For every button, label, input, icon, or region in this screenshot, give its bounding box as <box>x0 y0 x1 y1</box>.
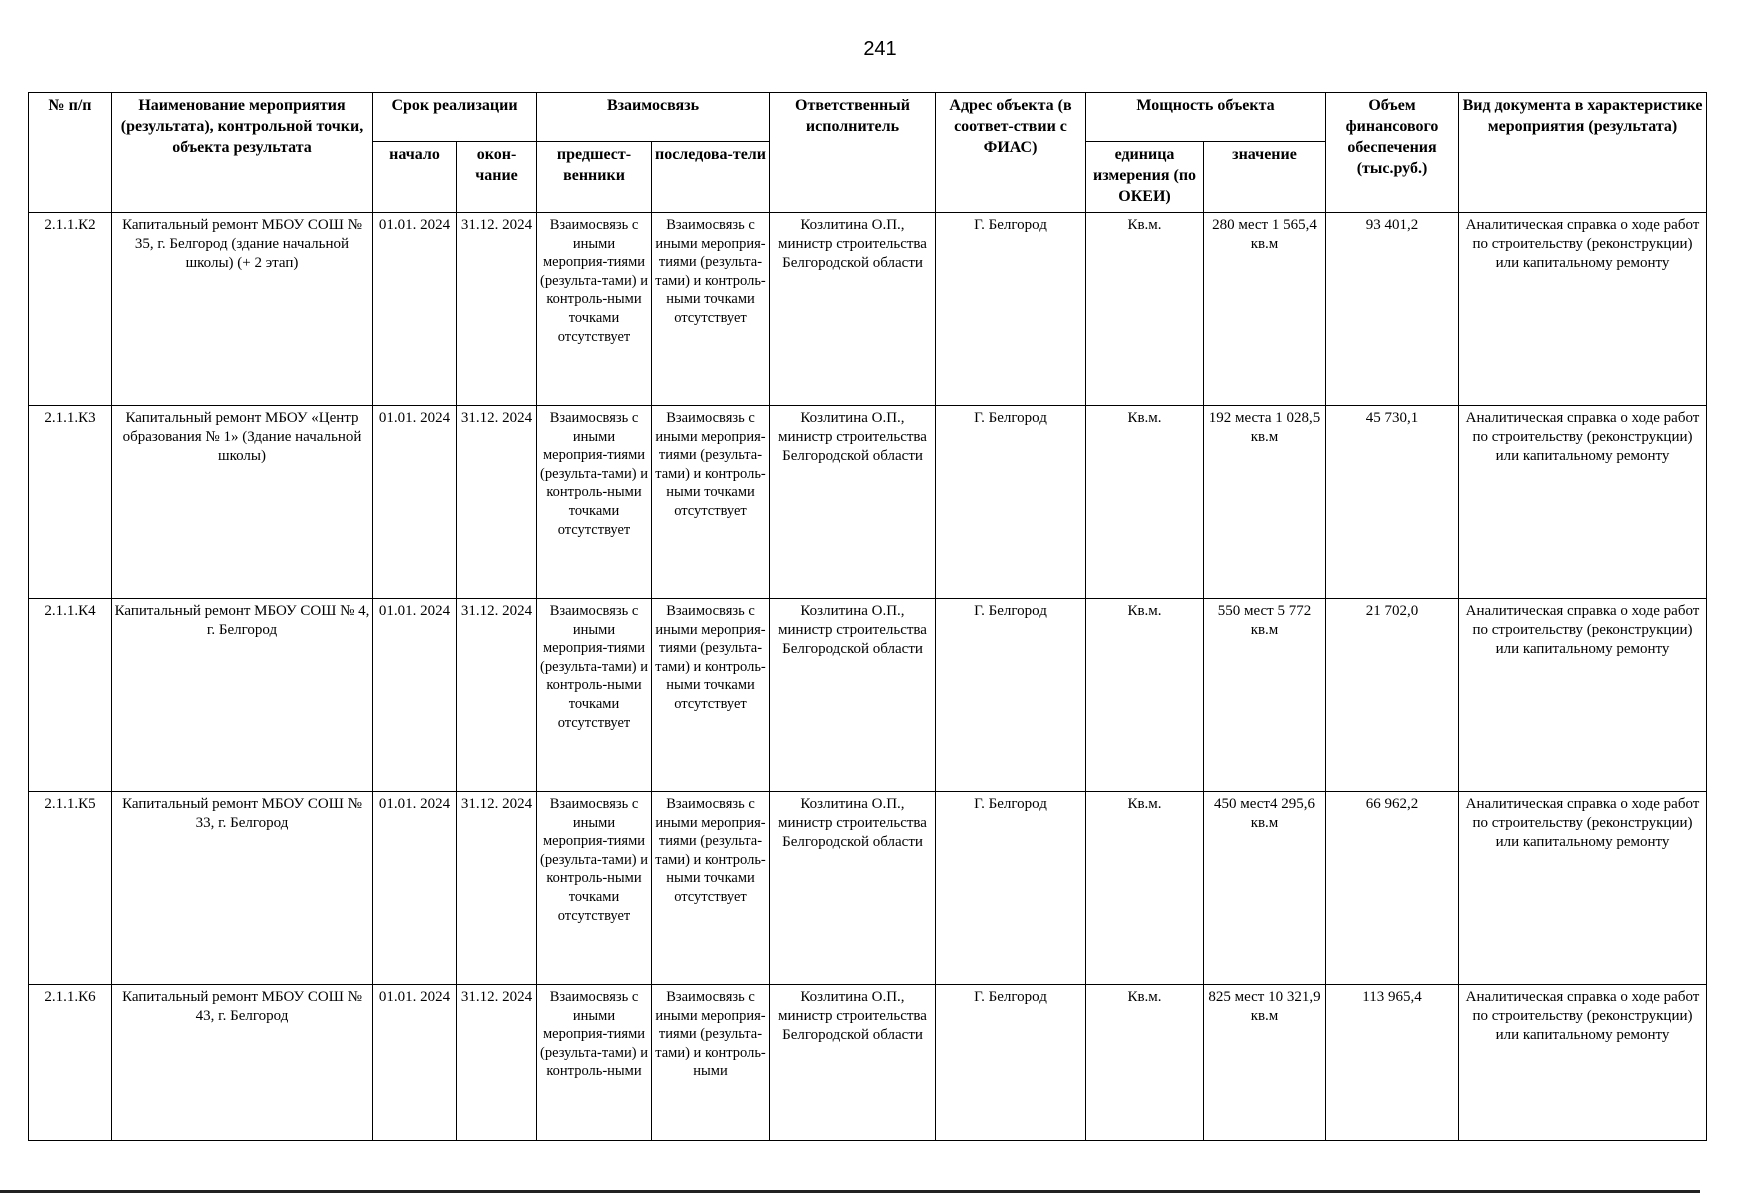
header-address: Адрес объекта (в соответ-ствии с ФИАС) <box>936 93 1086 213</box>
row-end: 31.12. 2024 <box>457 599 537 792</box>
row-address: Г. Белгород <box>936 792 1086 985</box>
table-row <box>29 406 1707 599</box>
row-volume: 21 702,0 <box>1326 599 1459 792</box>
row-value: 280 мест 1 565,4 кв.м <box>1204 213 1326 406</box>
row-end: 31.12. 2024 <box>457 985 537 1141</box>
row-doc: Аналитическая справка о ходе работ по строительству (реконструкции) или капитальному ремонту <box>1459 792 1707 985</box>
table-row <box>29 985 1707 1141</box>
row-successors: Взаимосвязь с иными мероприя-тиями (результа-тами) и контроль-ными точками отсутствует <box>652 599 770 792</box>
row-successors: Взаимосвязь с иными мероприя-тиями (результа-тами) и контроль-ными точками отсутствует <box>652 792 770 985</box>
row-volume: 113 965,4 <box>1326 985 1459 1141</box>
row-name: Капитальный ремонт МБОУ СОШ № 4, г. Белгород <box>112 599 373 792</box>
row-volume: 45 730,1 <box>1326 406 1459 599</box>
header-link: Взаимосвязь <box>537 93 770 142</box>
row-id: 2.1.1.К3 <box>29 406 112 599</box>
table-row <box>29 792 1707 985</box>
row-doc: Аналитическая справка о ходе работ по строительству (реконструкции) или капитальному ремонту <box>1459 599 1707 792</box>
header-capacity-unit: единица измерения (по ОКЕИ) <box>1086 142 1204 213</box>
row-start: 01.01. 2024 <box>373 213 457 406</box>
row-predecessors: Взаимосвязь с иными мероприя-тиями (результа-тами) и контроль-ными точками отсутствует <box>537 599 652 792</box>
row-volume: 66 962,2 <box>1326 792 1459 985</box>
header-link-pred: предшест-венники <box>537 142 652 213</box>
row-predecessors: Взаимосвязь с иными мероприя-тиями (результа-тами) и контроль-ными точками отсутствует <box>537 406 652 599</box>
table-row <box>29 213 1707 406</box>
row-predecessors: Взаимосвязь с иными мероприя-тиями (результа-тами) и контроль-ными точками отсутствует <box>537 792 652 985</box>
header-row <box>29 93 1707 142</box>
header-term-start: начало <box>373 142 457 213</box>
row-doc: Аналитическая справка о ходе работ по строительству (реконструкции) или капитальному ремонту <box>1459 985 1707 1141</box>
row-start: 01.01. 2024 <box>373 599 457 792</box>
header-name: Наименование мероприятия (результата), контрольной точки, объекта результата <box>112 93 373 213</box>
row-value: 825 мест 10 321,9 кв.м <box>1204 985 1326 1141</box>
header-doc-type: Вид документа в характеристике мероприятия (результата) <box>1459 93 1707 213</box>
row-unit: Кв.м. <box>1086 213 1204 406</box>
page-bottom-rule <box>0 1190 1700 1193</box>
row-id: 2.1.1.К2 <box>29 213 112 406</box>
header-responsible: Ответственный исполнитель <box>770 93 936 213</box>
row-name: Капитальный ремонт МБОУ СОШ № 43, г. Белгород <box>112 985 373 1141</box>
header-term-end: окон-чание <box>457 142 537 213</box>
row-address: Г. Белгород <box>936 406 1086 599</box>
row-value: 450 мест4 295,6 кв.м <box>1204 792 1326 985</box>
row-value: 192 места 1 028,5 кв.м <box>1204 406 1326 599</box>
header-link-succ: последова-тели <box>652 142 770 213</box>
row-name: Капитальный ремонт МБОУ СОШ № 33, г. Белгород <box>112 792 373 985</box>
plan-table <box>28 92 1707 1141</box>
row-end: 31.12. 2024 <box>457 406 537 599</box>
row-name: Капитальный ремонт МБОУ «Центр образования № 1» (Здание начальной школы) <box>112 406 373 599</box>
row-successors: Взаимосвязь с иными мероприя-тиями (результа-тами) и контроль-ными <box>652 985 770 1141</box>
row-unit: Кв.м. <box>1086 792 1204 985</box>
row-id: 2.1.1.К5 <box>29 792 112 985</box>
row-responsible: Козлитина О.П., министр строительства Белгородской области <box>770 792 936 985</box>
row-end: 31.12. 2024 <box>457 792 537 985</box>
row-unit: Кв.м. <box>1086 406 1204 599</box>
row-unit: Кв.м. <box>1086 985 1204 1141</box>
row-end: 31.12. 2024 <box>457 213 537 406</box>
row-predecessors: Взаимосвязь с иными мероприя-тиями (результа-тами) и контроль-ными <box>537 985 652 1141</box>
row-address: Г. Белгород <box>936 985 1086 1141</box>
row-address: Г. Белгород <box>936 599 1086 792</box>
header-term: Срок реализации <box>373 93 537 142</box>
page-number: 241 <box>863 38 897 60</box>
row-doc: Аналитическая справка о ходе работ по строительству (реконструкции) или капитальному ремонту <box>1459 213 1707 406</box>
row-responsible: Козлитина О.П., министр строительства Белгородской области <box>770 599 936 792</box>
row-unit: Кв.м. <box>1086 599 1204 792</box>
row-start: 01.01. 2024 <box>373 406 457 599</box>
row-responsible: Козлитина О.П., министр строительства Белгородской области <box>770 985 936 1141</box>
row-value: 550 мест 5 772 кв.м <box>1204 599 1326 792</box>
row-start: 01.01. 2024 <box>373 792 457 985</box>
row-responsible: Козлитина О.П., министр строительства Белгородской области <box>770 406 936 599</box>
row-id: 2.1.1.К4 <box>29 599 112 792</box>
row-volume: 93 401,2 <box>1326 213 1459 406</box>
header-volume: Объем финансового обеспечения (тыс.руб.) <box>1326 93 1459 213</box>
row-responsible: Козлитина О.П., министр строительства Белгородской области <box>770 213 936 406</box>
row-id: 2.1.1.К6 <box>29 985 112 1141</box>
header-num: № п/п <box>29 93 112 213</box>
header-capacity: Мощность объекта <box>1086 93 1326 142</box>
row-predecessors: Взаимосвязь с иными мероприя-тиями (результа-тами) и контроль-ными точками отсутствует <box>537 213 652 406</box>
row-address: Г. Белгород <box>936 213 1086 406</box>
row-name: Капитальный ремонт МБОУ СОШ № 35, г. Белгород (здание начальной школы) (+ 2 этап) <box>112 213 373 406</box>
header-capacity-value: значение <box>1204 142 1326 213</box>
row-start: 01.01. 2024 <box>373 985 457 1141</box>
table-row <box>29 599 1707 792</box>
row-successors: Взаимосвязь с иными мероприя-тиями (результа-тами) и контроль-ными точками отсутствует <box>652 213 770 406</box>
row-doc: Аналитическая справка о ходе работ по строительству (реконструкции) или капитальному ремонту <box>1459 406 1707 599</box>
row-successors: Взаимосвязь с иными мероприя-тиями (результа-тами) и контроль-ными точками отсутствует <box>652 406 770 599</box>
